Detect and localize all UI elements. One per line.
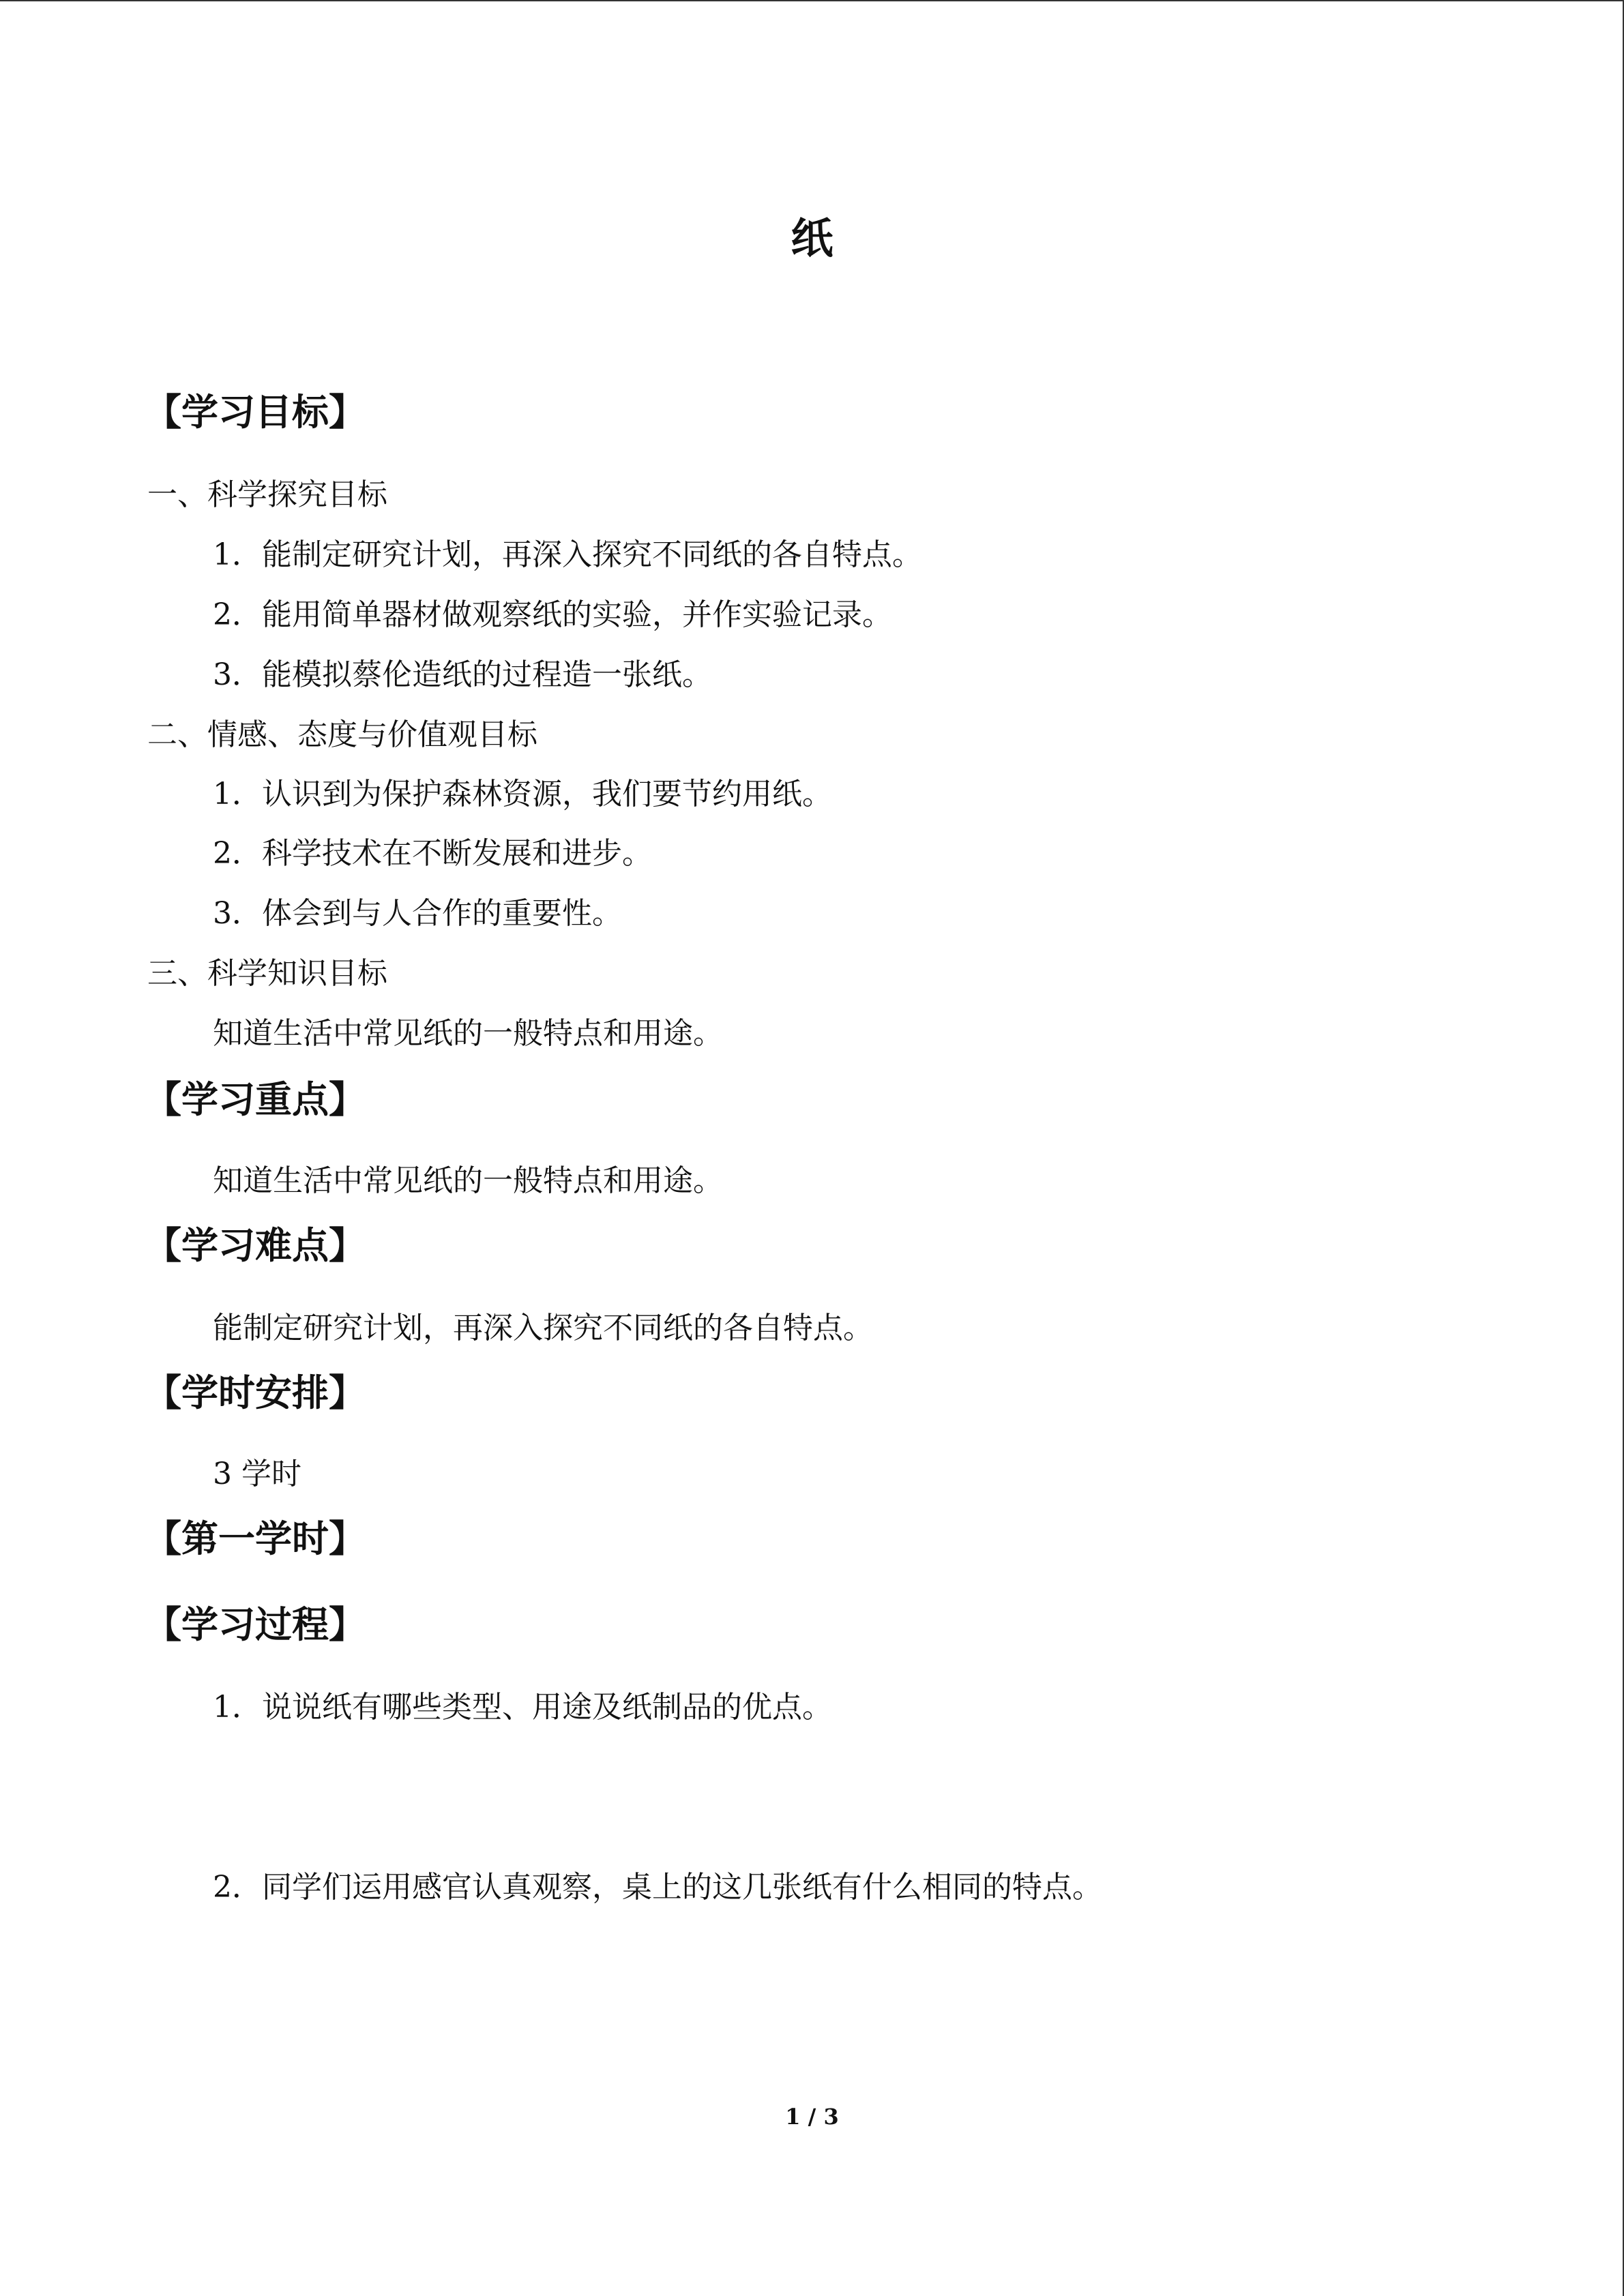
document-title: 纸: [791, 213, 833, 263]
objective-item: 3．能模拟蔡伦造纸的过程造一张纸。: [213, 657, 712, 692]
heading-key-point: 【学习重点】: [145, 1078, 366, 1121]
difficulty-text: 能制定研究计划，再深入探究不同纸的各自特点。: [213, 1311, 873, 1345]
heading-learning-objectives: 【学习目标】: [145, 391, 366, 434]
process-item: 1．说说纸有哪些类型、用途及纸制品的优点。: [213, 1690, 832, 1725]
objective-item: 1．认识到为保护森林资源，我们要节约用纸。: [213, 777, 832, 811]
process-item: 2．同学们运用感官认真观察，桌上的这几张纸有什么相同的特点。: [213, 1870, 1102, 1905]
key-point-text: 知道生活中常见纸的一般特点和用途。: [213, 1163, 723, 1198]
objective-item: 2．科学技术在不断发展和进步。: [213, 836, 652, 871]
objective-item: 知道生活中常见纸的一般特点和用途。: [213, 1016, 723, 1051]
schedule-text: 3 学时: [213, 1457, 301, 1491]
heading-difficulty: 【学习难点】: [145, 1224, 366, 1267]
objective-item: 1．能制定研究计划，再深入探究不同纸的各自特点。: [213, 537, 922, 572]
heading-first-period: 【第一学时】: [145, 1517, 366, 1560]
objective-group-title: 二、情感、态度与价值观目标: [147, 717, 537, 752]
objective-item: 3．体会到与人合作的重要性。: [213, 896, 622, 931]
heading-learning-process: 【学习过程】: [145, 1603, 366, 1646]
heading-schedule: 【学时安排】: [145, 1371, 366, 1414]
objective-item: 2．能用简单器材做观察纸的实验，并作实验记录。: [213, 597, 892, 632]
objective-group-title: 三、科学知识目标: [147, 956, 387, 991]
page-number: 1 / 3: [785, 2104, 839, 2130]
objective-group-title: 一、科学探究目标: [147, 477, 387, 512]
